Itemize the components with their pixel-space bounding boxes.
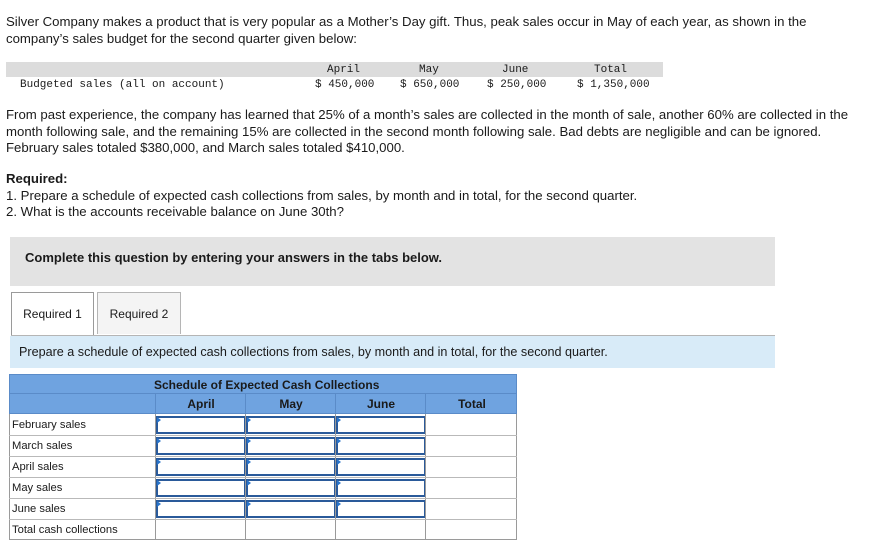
schedule-title-row xyxy=(9,374,517,394)
budget-month-june: June xyxy=(502,64,529,76)
required-item-1: 1. Prepare a schedule of expected cash collections from sales, by month and in total, for the second quarter. xyxy=(6,187,638,203)
input-april-may[interactable] xyxy=(246,458,335,476)
instruction-text: Complete this question by entering your answers in the tabs below. xyxy=(25,250,443,265)
schedule-title: Schedule of Expected Cash Collections xyxy=(154,378,380,392)
budget-month-may: May xyxy=(419,64,439,76)
budget-month-total: Total xyxy=(594,64,628,76)
budget-value-total: $ 1,350,000 xyxy=(577,79,650,91)
question-prompt xyxy=(10,336,775,368)
input-march-april[interactable] xyxy=(156,437,245,455)
row-divider xyxy=(9,477,517,478)
input-february-april[interactable] xyxy=(156,416,245,434)
required-heading: Required: xyxy=(6,171,68,186)
input-june-june[interactable] xyxy=(336,500,425,518)
budget-month-april: April xyxy=(327,64,361,76)
input-march-may[interactable] xyxy=(246,437,335,455)
row-divider xyxy=(9,456,517,457)
budget-value-june: $ 250,000 xyxy=(487,79,547,91)
prompt-text: Prepare a schedule of expected cash collections from sales, by month and in total, for the second quarter. xyxy=(19,345,608,359)
input-june-april[interactable] xyxy=(156,500,245,518)
schedule-column-header xyxy=(9,394,517,414)
experience-text: From past experience, the company has learned that 25% of a month’s sales are collected in the month of sale, another 60% are collected in the month following sale, and the remaining 15% are collected in the second month following sale. Bad debts are negligible and can be ignored. February sales totaled $380,000, and March sales totaled $410,000. xyxy=(6,107,849,155)
row-label-total: Total cash collections xyxy=(12,524,118,536)
input-march-june[interactable] xyxy=(336,437,425,455)
row-divider xyxy=(9,519,517,520)
tab-required-2[interactable]: Required 2 xyxy=(97,292,181,334)
row-label-february: February sales xyxy=(12,419,86,431)
column-may: May xyxy=(279,397,303,411)
row-label-march: March sales xyxy=(12,440,73,452)
input-february-june[interactable] xyxy=(336,416,425,434)
header-divider xyxy=(335,394,336,414)
input-may-may[interactable] xyxy=(246,479,335,497)
input-february-may[interactable] xyxy=(246,416,335,434)
header-divider xyxy=(155,394,156,414)
required-section xyxy=(6,171,866,221)
column-april: April xyxy=(187,397,215,411)
column-total: Total xyxy=(458,397,486,411)
budget-value-april: $ 450,000 xyxy=(315,79,375,91)
input-may-june[interactable] xyxy=(336,479,425,497)
input-june-may[interactable] xyxy=(246,500,335,518)
row-divider xyxy=(9,498,517,499)
row-label-june: June sales xyxy=(12,503,66,515)
intro-text: Silver Company makes a product that is very popular as a Mother’s Day gift. Thus, peak sales occur in May of each year, as shown in the company’s sales budget for the second quarter given below: xyxy=(6,14,807,46)
header-divider xyxy=(245,394,246,414)
row-divider xyxy=(9,435,517,436)
sales-budget-table xyxy=(6,62,663,93)
tab-required-1[interactable]: Required 1 xyxy=(11,292,94,335)
instruction-banner xyxy=(10,237,775,286)
input-may-april[interactable] xyxy=(156,479,245,497)
header-divider xyxy=(425,394,426,414)
row-label-may: May sales xyxy=(12,482,63,494)
column-june: June xyxy=(366,397,395,411)
input-april-april[interactable] xyxy=(156,458,245,476)
row-label-april: April sales xyxy=(12,461,64,473)
required-item-2: 2. What is the accounts receivable balance on June 30th? xyxy=(6,204,344,219)
input-april-june[interactable] xyxy=(336,458,425,476)
budget-row-label: Budgeted sales (all on account) xyxy=(20,79,225,91)
cash-collections-schedule xyxy=(9,374,517,540)
budget-value-may: $ 650,000 xyxy=(400,79,460,91)
